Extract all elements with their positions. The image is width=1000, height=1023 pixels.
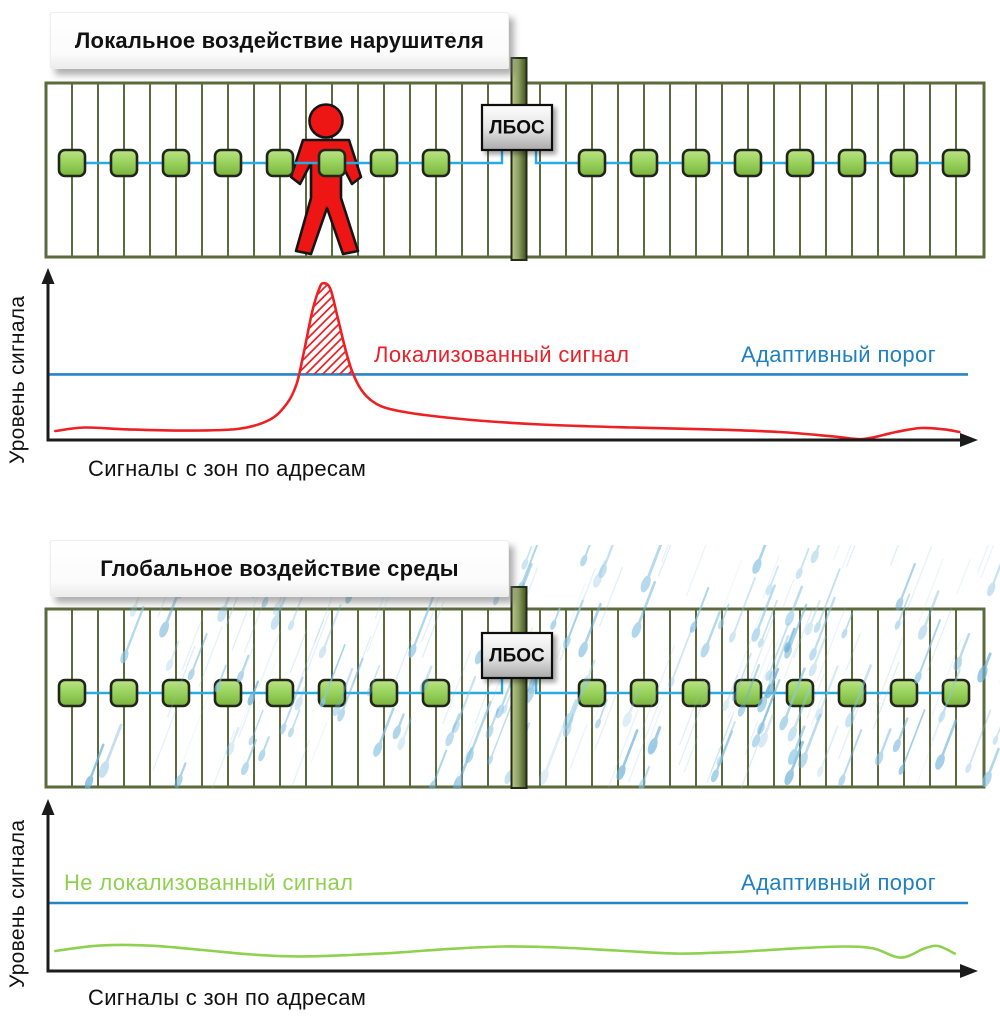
signal-curve <box>55 945 954 958</box>
y-axis-label-1: Уровень сигнала <box>6 295 29 464</box>
section-title-local <box>50 12 509 69</box>
adaptive-threshold-label-1: Адаптивный порог <box>741 342 937 367</box>
x-axis-label-2: Сигналы с зон по адресам <box>88 985 367 1010</box>
lbos-pole-1 <box>512 58 527 260</box>
rain-drop <box>750 544 765 575</box>
x-axis-label-1: Сигналы с зон по адресам <box>88 456 367 481</box>
sensor-node <box>267 680 293 706</box>
sensor-node <box>319 150 345 176</box>
sensor-node <box>163 150 189 176</box>
x-axis-arrow <box>960 964 978 978</box>
intruder-head <box>310 105 343 138</box>
y-axis-arrow <box>42 268 55 284</box>
rain-streak <box>687 528 713 596</box>
section-title-global <box>50 540 509 597</box>
rain-drop <box>516 535 541 594</box>
lbos-label-2: ЛБОС <box>489 645 545 667</box>
sensor-node <box>267 150 293 176</box>
y-axis-arrow <box>42 799 55 815</box>
sensor-node <box>111 150 137 176</box>
sensor-node <box>579 150 605 176</box>
sensor-node <box>163 680 189 706</box>
rain-streak <box>783 580 794 608</box>
sensor-node <box>839 150 865 176</box>
adaptive-threshold-label-2: Адаптивный порог <box>741 870 937 895</box>
x-axis-arrow <box>960 433 978 447</box>
rain-drop <box>894 564 915 611</box>
rain-drop <box>794 549 808 580</box>
non-localized-signal-label: Не локализованный сигнал <box>64 870 354 895</box>
sensor-node <box>891 680 917 706</box>
rain-drop <box>597 540 615 579</box>
sensor-node <box>423 150 449 176</box>
rain-drop <box>639 536 664 593</box>
sensor-node <box>631 150 657 176</box>
sensor-node <box>787 150 813 176</box>
rain-drop <box>764 566 778 596</box>
sensor-node <box>371 680 397 706</box>
rain-streak <box>842 529 857 567</box>
sensor-node <box>943 150 969 176</box>
section-title-global-text: Глобальное воздействие среды <box>100 555 459 581</box>
sensor-node <box>59 150 85 176</box>
rain-streak <box>847 528 862 567</box>
sensor-node <box>59 680 85 706</box>
sensor-node <box>891 150 917 176</box>
sensor-node <box>111 680 137 706</box>
sensor-node <box>735 150 761 176</box>
section-title-local-text: Локальное воздействие нарушителя <box>74 27 485 53</box>
y-axis-label-2: Уровень сигнала <box>6 819 29 988</box>
rain-streak <box>662 498 687 562</box>
sensor-node <box>683 150 709 176</box>
localized-signal-label: Локализованный сигнал <box>374 342 630 367</box>
rain-streak <box>981 544 994 577</box>
rain-streak <box>957 560 970 594</box>
rain-drop <box>579 502 606 567</box>
rain-drop <box>809 521 828 564</box>
sensor-node <box>215 150 241 176</box>
rain-drop <box>985 545 1000 597</box>
sensor-node <box>371 150 397 176</box>
lbos-pole-2 <box>512 587 527 788</box>
rain-streak <box>978 500 1000 572</box>
lbos-label-1: ЛБОС <box>489 117 545 139</box>
rain-drop <box>991 697 1000 746</box>
rain-streak <box>891 535 902 565</box>
rain-streak <box>659 524 679 576</box>
